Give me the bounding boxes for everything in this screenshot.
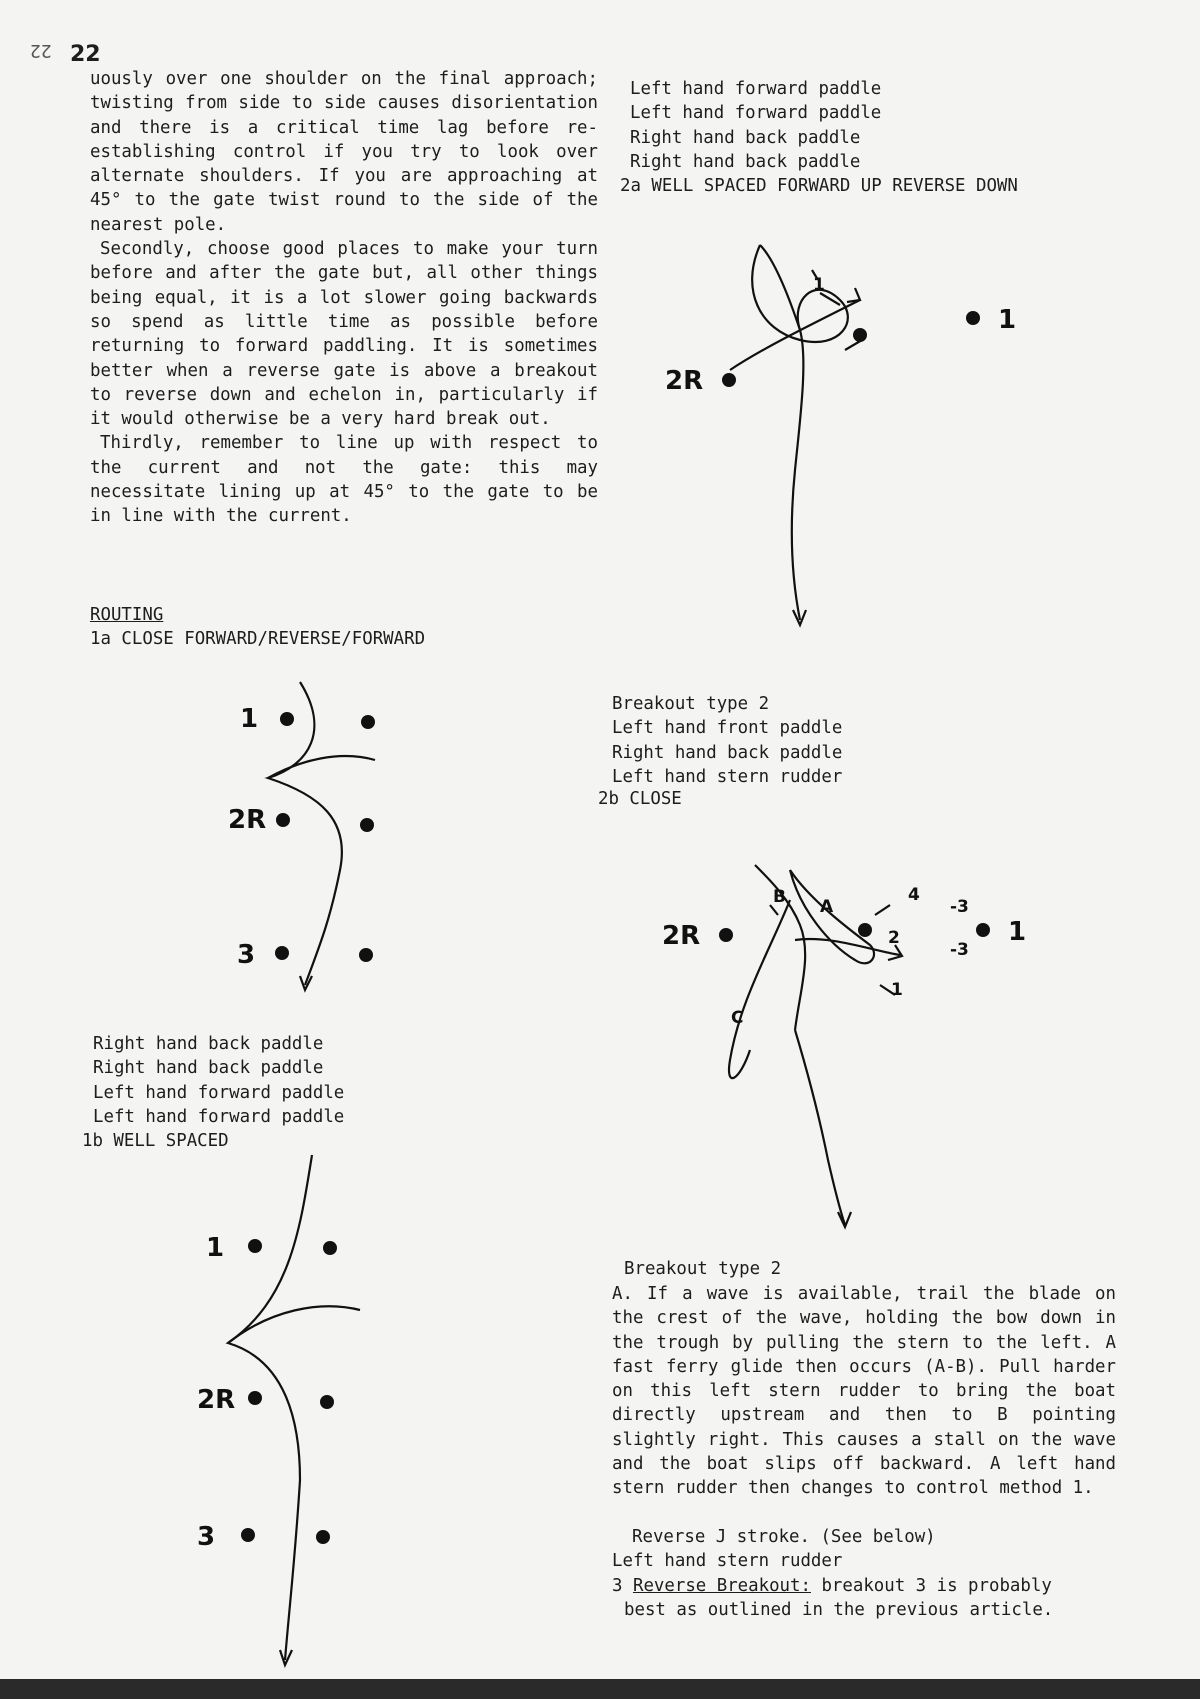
stroke-line: Right hand back paddle (612, 742, 843, 763)
stroke-line: Left hand forward paddle (630, 79, 882, 99)
page-number: 22 (70, 42, 101, 67)
breakout-heading-wrap (624, 1257, 781, 1281)
stroke-line: Breakout type 2 (612, 694, 770, 714)
breakout-paragraph: A. If a wave is available, trail the blade on the crest of the wave, holding the bow down in the trough by pulling the stern to the left. A fast ferry glide then occurs (A-B). Pull harder on this left stern rudder to bring the boat directly upstream and then to B pointing slightly right. This causes a stall on the wave and the boat slips off backward. A left hand stern rudder then changes to control method 1. (612, 1284, 1116, 1499)
corner-page-mark: 22 (30, 40, 52, 61)
stroke-line: Left hand forward paddle (93, 1106, 345, 1127)
route-line-2b (795, 1030, 845, 1225)
stroke-line: Left hand stern rudder (612, 766, 843, 787)
gate-2r-label: 2R (228, 805, 267, 835)
position-b-label: B (773, 887, 786, 907)
position-a-label: A (820, 897, 834, 917)
paragraph-secondly: Secondly, choose good places to make your turn before and after the gate but, all other things being equal, it is a lot slower going backwards so spend as little time as possible before returning to forward paddling. It is sometimes better when a reverse gate is above a breakout to reverse down and echelon in, particularly if it would otherwise be a very hard break out. (90, 239, 598, 430)
gate-3-label-1b: 3 (197, 1522, 216, 1552)
breakout-trailer (612, 1525, 1053, 1622)
gate-2r-label-1b: 2R (197, 1385, 236, 1415)
routing-heading: ROUTING (90, 605, 164, 625)
stroke-line: Right hand back paddle (93, 1034, 324, 1054)
reverse-breakout-line (612, 1574, 1053, 1598)
gate-3-label: 3 (237, 940, 256, 970)
stroke-3-top-label: -3 (950, 897, 969, 917)
breakout-paragraph-wrap (612, 1282, 1116, 1501)
gate-2r-pole-right-2b (858, 923, 872, 937)
diagram-1b-title: 1b WELL SPACED (82, 1131, 229, 1151)
diagram-2a-title: 2a WELL SPACED FORWARD UP REVERSE DOWN (620, 176, 1018, 196)
gate-1-pole-2b (976, 923, 990, 937)
stroke-3-bottom-label: -3 (950, 940, 969, 960)
stroke-line: Left hand front paddle (612, 718, 843, 739)
left-stern-line: Left hand stern rudder (612, 1551, 843, 1572)
diagram-2b-title: 2b CLOSE (598, 789, 682, 809)
boat-c-outline (729, 900, 790, 1078)
position-c-label: C (731, 1008, 744, 1028)
stroke-2-label: 2 (888, 928, 900, 948)
scan-edge (0, 1679, 1200, 1699)
gate-1-label-1b: 1 (206, 1233, 225, 1263)
stroke-line-2b (795, 939, 900, 955)
reverse-breakout-text-b: best as outlined in the previous article. (624, 1599, 1054, 1620)
gate-2r-label-2b: 2R (662, 921, 701, 951)
mark-1-label-2a: 1 (813, 275, 825, 295)
reverse-breakout-number: 3 (612, 1575, 623, 1596)
reverse-breakout-label: Reverse Breakout: (632, 1575, 811, 1596)
tick-2b-a (875, 905, 890, 915)
gate-1-label-2b: 1 (1008, 917, 1027, 947)
stroke-4-label: 4 (908, 885, 920, 905)
breakout-heading: Breakout type 2 (624, 1259, 782, 1279)
stroke-line: Left hand forward paddle (93, 1082, 345, 1103)
stroke-line: Right hand back paddle (93, 1058, 324, 1079)
gate-2r-label-2a: 2R (665, 366, 704, 396)
gate-2r-pole-left-2b (719, 928, 733, 942)
stroke-line: Right hand back paddle (630, 127, 861, 148)
gate-1-label-2a: 1 (998, 305, 1017, 335)
reverse-j-line: Reverse J stroke. (See below) (632, 1527, 936, 1547)
diagram-1a-title: 1a CLOSE FORWARD/REVERSE/FORWARD (90, 629, 426, 650)
paragraph-thirdly: Thirdly, remember to line up with respect to the current and not the gate: this may necessitate lining up at 45° to the gate to be in line with the current. (90, 433, 598, 527)
stroke-1-label: 1 (891, 980, 903, 1000)
paragraph-continuation: uously over one shoulder on the final approach; twisting from side to side causes disorientation and there is a critical time lag before re-establishing control if you try to look over alternate shoulders. If you are approaching at 45° to the gate twist round to the side of the nearest pole. (90, 69, 598, 235)
gate-1-label: 1 (240, 704, 259, 734)
stroke-line: Left hand forward paddle (630, 103, 882, 124)
stroke-line: Right hand back paddle (630, 151, 861, 172)
arrow-head-2b (838, 1212, 851, 1227)
reverse-breakout-text-a: breakout 3 is probably (821, 1575, 1052, 1596)
